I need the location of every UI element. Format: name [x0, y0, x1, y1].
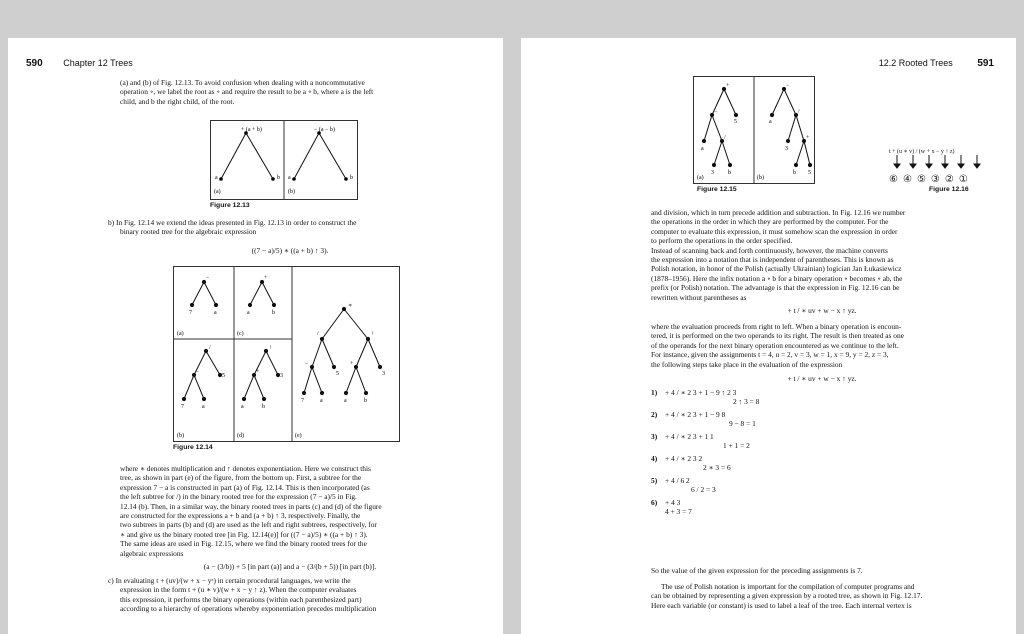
prefix-expression-2: + t / ∗ uv + w − x ↑ yz.: [787, 374, 857, 383]
svg-text:7: 7: [181, 404, 184, 410]
part-label: (b): [288, 189, 295, 195]
svg-text:b: b: [793, 170, 796, 176]
polish-paragraph: [651, 208, 993, 302]
text-line: two subtrees in parts (b) and (d) are used as the left and right subtrees, respectively, for: [120, 520, 377, 530]
svg-text:a: a: [701, 146, 704, 152]
step-calc: 2 ∗ 3 = 6: [703, 463, 731, 472]
order-number: ④: [902, 174, 917, 185]
figure-12-14-drawing: [174, 267, 399, 441]
step-row: [651, 498, 692, 516]
order-number: ⑥: [889, 174, 903, 185]
text-line: (1878–1956). Here the infix notation a ∘ b for a binary operation ∘ becomes ∘ ab, the: [651, 273, 903, 283]
step-expression: + 4 / ∗ 2 3 + 1 − 9 8: [665, 410, 726, 419]
figure-12-15-drawing: [694, 77, 814, 183]
step-calc: 6 / 2 = 3: [691, 485, 716, 494]
chapter-title: Chapter 12 Trees: [63, 58, 133, 68]
text-line: of the operands for the next binary operation encountered as we continue to the left.: [651, 340, 899, 350]
text-line: c) In evaluating t + (uv)/(w + x − yᶻ) in certain procedural languages, we write the: [108, 576, 351, 585]
part-label: (b): [757, 175, 764, 181]
tree-b: [288, 126, 353, 195]
text-line: expression 7 − a is constructed in part (a) of Fig. 12.14. This is then incorporated (as: [120, 482, 370, 492]
step-expression: + 4 3: [665, 498, 681, 507]
step-expression: + 4 / ∗ 2 3 2: [665, 454, 703, 463]
page-number: 590: [26, 58, 43, 69]
svg-text:3: 3: [711, 170, 714, 176]
text-line: where the evaluation proceeds from right to left. When a binary operation is encoun-: [651, 322, 902, 331]
figure-12-14-caption: Figure 12.14: [173, 444, 213, 451]
svg-text:∗: ∗: [348, 303, 353, 309]
step-calc: 2 ↑ 3 = 8: [733, 397, 760, 406]
svg-text:3: 3: [280, 373, 283, 379]
page-number: 591: [977, 58, 994, 69]
text-line: Here each variable (or constant) is used to label a leaf of the tree. Each internal vertex is: [651, 600, 912, 610]
text-line: Polish notation, in honor of the Polish (actually Ukrainian) logician Jan Łukasiewicz: [651, 264, 902, 274]
text-line: tered, it is performed on the two operands to its right. The result is then treated as one: [651, 331, 904, 341]
step-number: 6): [651, 498, 658, 507]
svg-text:−: −: [206, 275, 210, 281]
step-expression: + 4 / ∗ 2 3 + 1 1: [665, 432, 714, 441]
svg-text:5: 5: [734, 119, 737, 125]
svg-text:/: /: [317, 331, 319, 337]
figure-12-13-drawing: [211, 121, 357, 199]
text-line: computer to evaluate this expression, it must somehow scan the expression in order: [651, 226, 898, 236]
text-line: to perform the operations in the order specified.: [651, 236, 793, 246]
svg-text:5: 5: [222, 373, 225, 379]
figure-12-13: [210, 120, 358, 200]
part-label: (a): [214, 189, 221, 195]
step-expression: + 4 / 6 2: [665, 476, 690, 485]
expression-pair: (a − (3/b)) + 5 [in part (a)] and a − (3/(b + 5)) [in part (b)].: [203, 562, 377, 571]
fig16-expression: t + (u ∗ v) / (w + x − y ↑ z): [889, 149, 955, 155]
left-page: [8, 38, 503, 634]
part-label: (b): [177, 433, 184, 439]
svg-text:a: a: [320, 398, 323, 404]
text-line: the left subtree for /) in the binary rooted tree for the expression (7 − a)/5 in Fig.: [120, 492, 357, 502]
text-line: 12.14 (b). Then, in a similar way, the binary rooted trees in parts (c) and (d) of the figure: [120, 501, 382, 511]
svg-text:+: +: [806, 135, 810, 141]
part-label: (d): [237, 433, 244, 439]
prefix-expression: + t / ∗ uv + w − x ↑ yz.: [787, 306, 857, 315]
figure-12-13-caption: Figure 12.13: [210, 202, 250, 209]
step-row: [651, 410, 756, 428]
svg-text:5: 5: [808, 170, 811, 176]
step-number: 1): [651, 388, 658, 397]
order-number: ③: [930, 174, 945, 185]
leaf-label: a: [288, 175, 291, 181]
step-row: [651, 388, 759, 406]
svg-text:+: +: [256, 369, 260, 375]
step-number: 5): [651, 476, 658, 485]
text-line: binary rooted tree for the algebraic expression: [120, 227, 257, 237]
svg-text:3: 3: [785, 146, 788, 152]
figure-12-14: [173, 266, 400, 442]
text-line: rewritten without parentheses as: [651, 292, 747, 302]
intro-paragraph: [120, 78, 460, 106]
fig16-arrows: [889, 155, 989, 169]
leaf-label: a: [215, 175, 218, 181]
svg-text:/: /: [798, 109, 800, 115]
conclusion-line: So the value of the given expression for the preceding assignments is 7.: [651, 566, 863, 575]
fig16-order-numbers: [889, 174, 989, 185]
text-line: and division, which in turn precede addition and subtraction. In Fig. 12.16 we number: [651, 208, 906, 217]
svg-text:↑: ↑: [371, 331, 374, 337]
order-number: ⑤: [916, 174, 931, 185]
part-c-paragraph: [108, 576, 460, 614]
text-line: the operations in the order in which they are performed by the computer. For the: [651, 217, 889, 227]
final-paragraph: [651, 582, 993, 610]
text-line: ∗ and give us the binary rooted tree [in Fig. 12.14(e)] for ((7 − a)/5) ∗ ((a + b) ↑ 3).: [120, 529, 368, 539]
step-row: [651, 476, 716, 494]
text-line: where ∗ denotes multiplication and ↑ denotes exponentiation. Here we construct this: [120, 464, 371, 473]
text-line: b) In Fig. 12.14 we extend the ideas presented in Fig. 12.13 in order to construct the: [108, 218, 357, 227]
step-calc: 9 − 8 = 1: [729, 419, 756, 428]
svg-text:↑: ↑: [269, 345, 272, 351]
text-line: operation ∘, we label the root as ∘ and require the result to be a ∘ b, where a is the left: [120, 87, 374, 97]
svg-text:+: +: [264, 275, 268, 281]
figure-12-16: [889, 148, 989, 185]
section-title: 12.2 Rooted Trees: [878, 58, 953, 68]
evaluation-paragraph: [651, 322, 993, 369]
svg-text:b: b: [364, 398, 367, 404]
text-line: Instead of scanning back and forth continuously, however, the machine converts: [651, 245, 888, 255]
tree-a: [214, 126, 280, 195]
figure-12-15-caption: Figure 12.15: [697, 186, 737, 193]
svg-text:a: a: [344, 398, 347, 404]
root-label: + (a + b): [241, 127, 262, 133]
text-line: can be obtained by representing a given expression by a rooted tree, as shown in Fig. 12.17.: [651, 591, 923, 601]
text-line: expression in the form t + (u ∗ v)/(w + x − y ↑ z). When the computer evaluates: [120, 585, 357, 595]
order-number: ①: [958, 174, 973, 185]
text-line: The use of Polish notation is important for the compilation of computer programs and: [661, 582, 915, 591]
svg-text:/: /: [209, 345, 211, 351]
text-line: the following steps take place in the evaluation of the expression: [651, 359, 843, 369]
svg-text:a: a: [769, 119, 772, 125]
svg-text:b: b: [262, 404, 265, 410]
text-line: the expression into a notation that is independent of parentheses. This is known as: [651, 255, 894, 265]
leaf-label: b: [350, 175, 353, 181]
text-line: The same ideas are used in Fig. 12.15, where we find the binary rooted trees for the: [120, 539, 367, 549]
step-expression: + 4 / ∗ 2 3 + 1 − 9 ↑ 2 3: [665, 388, 737, 397]
order-number: ②: [944, 174, 959, 185]
svg-text:a: a: [202, 404, 205, 410]
part-label: (e): [295, 433, 302, 439]
svg-text:b: b: [728, 170, 731, 176]
step-number: 2): [651, 410, 658, 419]
page-header-right: [879, 58, 994, 69]
svg-text:b: b: [272, 310, 275, 316]
figure-12-15: [693, 76, 815, 184]
text-line: according to a hierarchy of operations whereby exponentiation precedes multiplication: [120, 604, 377, 614]
text-line: For instance, given the assignments t = 4, u = 2, v = 3, w = 1, x = 9, y = 2, z = 3,: [651, 350, 889, 360]
svg-text:−: −: [714, 109, 718, 115]
page-header-left: [26, 58, 133, 69]
part-b-expression: ((7 − a)/5) ∗ ((a + b) ↑ 3).: [251, 246, 329, 255]
svg-text:/: /: [724, 135, 726, 141]
svg-text:−: −: [196, 369, 200, 375]
part-label: (a): [697, 175, 704, 181]
step-row: [651, 432, 750, 450]
svg-text:a: a: [214, 310, 217, 316]
svg-text:7: 7: [189, 310, 192, 316]
leaf-label: b: [277, 175, 280, 181]
right-page: [521, 38, 1016, 634]
text-line: tree, as shown in part (e) of the figure, from the bottom up. First, a subtree for the: [120, 473, 362, 483]
text-line: child, and b the right child, of the root.: [120, 96, 235, 106]
step-number: 4): [651, 454, 658, 463]
svg-text:+: +: [350, 361, 354, 367]
body-paragraph: [120, 464, 460, 558]
svg-text:3: 3: [382, 371, 385, 377]
svg-text:−: −: [305, 361, 309, 367]
svg-text:5: 5: [336, 371, 339, 377]
svg-text:a: a: [247, 310, 250, 316]
svg-text:+: +: [726, 83, 730, 89]
step-row: [651, 454, 731, 472]
part-b-paragraph: [108, 218, 460, 237]
text-line: (a) and (b) of Fig. 12.13. To avoid confusion when dealing with a noncommutative: [120, 78, 365, 87]
text-line: prefix (or Polish) notation. The advantage is that the expression in Fig. 12.16 can be: [651, 283, 900, 293]
text-line: algebraic expressions: [120, 548, 184, 558]
step-calc: 1 + 1 = 2: [723, 441, 750, 450]
part-label: (a): [177, 331, 184, 337]
svg-text:7: 7: [301, 398, 304, 404]
svg-text:a: a: [241, 404, 244, 410]
step-number: 3): [651, 432, 658, 441]
part-label: (c): [237, 331, 244, 337]
text-line: this expression, it performs the binary operations (within each parenthesized part): [120, 594, 362, 604]
figure-12-16-caption: Figure 12.16: [929, 186, 969, 193]
svg-text:−: −: [786, 83, 790, 89]
root-label: − (a − b): [314, 127, 335, 133]
text-line: are constructed for the expressions a + b and (a + b) ↑ 3, respectively. Finally, the: [120, 511, 361, 521]
step-calc: 4 + 3 = 7: [665, 507, 692, 516]
